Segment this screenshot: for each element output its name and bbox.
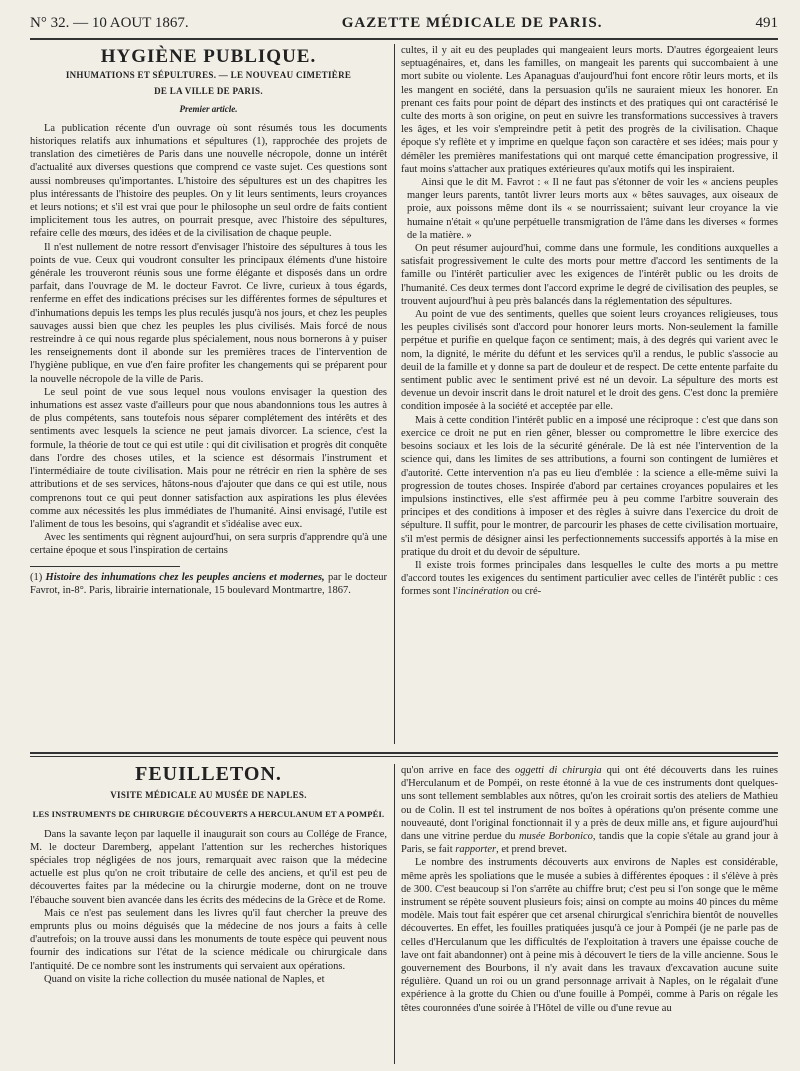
footnote-text: par le docteur Favrot, in-8°. Paris, librairie internationale, 15 boulevard Montmartre, 1867. xyxy=(30,571,387,596)
footnote-book-title: Histoire des inhumations chez les peuples anciens et modernes, xyxy=(45,571,325,583)
paragraph: Avec les sentiments qui règnent aujourd'hui, on sera surpris d'apprendre qu'à une certaine époque et sous l'inspiration de certains xyxy=(30,532,387,557)
footnote-rule xyxy=(30,566,180,567)
article-subhead: INHUMATIONS ET SÉPULTURES. — LE NOUVEAU CIMETIÈRE xyxy=(65,70,352,81)
feuilleton-rule xyxy=(30,752,778,754)
paragraph: Mais ce n'est pas seulement dans les livres qu'il faut chercher la preuve des emprunts plus ou moins déguisés que la médecine de nos jours a faits à celle d'autrefois; on la trouve aussi dans les monuments de toute espèce qui peuvent nous fournir des indications sur l'état de la science médicale ou chirurgicale dans l'antiquité. De ce nombre sont les instruments qui servaient aux opérations. xyxy=(30,907,387,972)
text-span: qu'on arrive en face des xyxy=(401,765,515,776)
paragraph: Il n'est nullement de notre ressort d'envisager l'histoire des sépultures à tous les points de vue. Ceux qui voudront consulter les principaux éléments d'une histoire générale les trouveront réunis sous une forme élégante et disposés dans un ordre parfait, dans l'ouvrage de M. le docteur Favrot. Ce livre, curieux à tous égards, renferme en effet des indications précises sur les différentes formes de sépultures et d'inhumations depuis les temps les plus reculés jusqu'à nos jours, et chez les peuples sauvages aussi bien que chez les peuples les plus civilisés. Mais forcé de nous restreindre à ce qui nous regarde plus spécialement, nous nous bornerons à y puiser les renseignements dont il abonde sur les premières traces de l'intervention de l'hygiène publique, en vue d'en faire profiter les changements qui se préparent pour la nouvelle nécropole de la ville de Paris. xyxy=(30,241,387,385)
paragraph: Quand on visite la riche collection du musée national de Naples, et xyxy=(44,973,325,985)
paragraph: Le nombre des instruments découverts aux environs de Naples est considérable, même après les spoliations que le musée a subies à différentes époques : il s'élève à près de 300. C'est beaucoup si l'on s'arrête au chiffre brut; c'est peu si l'on songe que le même instrument se répète souvent plusieurs fois; ainsi on compte au moins 40 pinces du même modèle. Mais tout fait espérer que cet arsenal chirurgical s'enrichira bientôt de nouvelles découvertes. En effet, les fouilles pratiquées jusqu'à ce jour à Pompéi (je ne parle pas de celles d'Herculanum que les difficultés de l'exploitation à travers une épaisse couche de lave ont fait abandonner) ont à peine mis à découvert le tiers de la ville ancienne. Sous le gouvernement des Bourbons, il n'y avait dans les travaux d'excavation aucune suite régulière. Quand un roi ou un grand personnage arrivait à Naples, on le régalait d'une expérience à la grotte du Chien ou d'une fouille à Pompéi, comme à Paris on régale les têtes couronnées d'une soirée à l'Hôtel de ville ou d'une revue au xyxy=(401,857,778,1014)
feuilleton-rule-thin xyxy=(30,756,778,757)
text-span: qui ont été découverts dans les ruines d'Herculanum et de Pompéi, on reste étonné à la vue de ces instruments dont quelques-uns sont tellement semblables aux nôtres, qu'on les croirait sortis des ateliers de Mathieu ou de Colin. Il est tel instrument de nos boîtes à opérations qu'on présente comme une nouveauté, dont l'original fonctionnait il y a près de deux mille ans, et figure aujourd'hui dans une vitrine perdue du xyxy=(401,765,778,843)
article-subhead-2: DE LA VILLE DE PARIS. xyxy=(154,86,263,97)
italic-term: incinération xyxy=(457,586,510,598)
paragraph xyxy=(401,559,778,599)
section-title-hygiene: HYGIÈNE PUBLIQUE. xyxy=(100,46,317,67)
paragraph: cultes, il y ait eu des peuplades qui mangeaient leurs morts. D'autres égorgeaient leurs septuagénaires, et, dans les familles, on mangeait les parents qui succombaient à une mort subite ou violente. Les Apanaguas d'aujourd'hui font encore rôtir leurs morts, et ils les mangent en société, dans la persuasion qu'ils ne sauraient mieux les honorer. En prenant ces faits pour point de départ des instincts et des pratiques qui ont caractérisé le culte des morts à son origine, on peut en suivre les transformations successives à travers les âges, et les voir s'empreindre petit à petit des progrès de la civilisation. Chaque époque s'y reflète et y imprime en quelque façon son caractère et ses idées; mais pour y démêler les premières manifestations qui ont marqué cette émancipation progressive, il faut moins s'attacher aux pratiques extérieures qu'aux motifs qui les inspiraient. xyxy=(401,45,778,175)
italic-term: musée Borbonico xyxy=(518,831,593,843)
italic-term: rapporter xyxy=(455,844,497,856)
feuilleton-subhead: VISITE MÉDICALE AU MUSÉE DE NAPLES. xyxy=(110,790,307,801)
italic-term: oggetti di chirurgia xyxy=(514,765,602,776)
feuilleton-column xyxy=(30,764,387,1064)
paragraph: Le seul point de vue sous lequel nous voulons envisager la question des inhumations est assez vaste d'ailleurs pour que nous abandonnions tous les autres à de plus compétents, sans toutefois nous séparer complétement des intérêts et des sentiments avec lesquels la science ne peut jamais divorcer. La science, c'est la formule, la théorie de tout ce qui est utile : qui dit civilisation et progrès dit conquête dans l'ordre des choses utiles, et la science est désormais l'instrument et l'intermédiaire de toute civilisation. Mais pour ne rétrécir en rien la sphère de ses attributions et de ses services, hâtons-nous d'ajouter que dans ce qui est utile, nous comprenons tout ce qui peut donner satisfaction aux aspirations les plus élevées comme aux nécessités les plus immédiates de l'humanité. Ainsi envisagé, l'utile est l'aliment de tous les besoins, qui s'agrandit et s'idéalise avec eux. xyxy=(30,386,387,530)
feuilleton-title: FEUILLETON. xyxy=(135,764,282,785)
header-rule xyxy=(30,38,778,40)
text-span: Il existe trois formes principales dans lesquelles le culte des morts a pu mettre d'accord toutes les exigences du sentiment particulier avec celles de l'intérêt public : ces formes sont l' xyxy=(401,559,778,598)
issue-number: N° 32. — 10 AOUT 1867. xyxy=(30,14,189,31)
paragraph: On peut résumer aujourd'hui, comme dans une formule, les conditions auxquelles a satisfait progressivement le culte des morts pour mettre d'accord les sentiments de la famille ou l'intérêt particulier avec les exigences de l'intérêt public ou les droits de l'humanité. Ces deux termes dont l'accord exprime le degré de civilisation des peuples, se trouvent aujourd'hui à peu près balancés dans la réglementation des sépultures. xyxy=(401,243,778,307)
column-divider xyxy=(394,764,395,1064)
feuilleton-column-continued xyxy=(401,764,778,1064)
page-header xyxy=(30,10,778,36)
paragraph xyxy=(401,764,778,856)
paragraph: Dans la savante leçon par laquelle il inaugurait son cours au Collége de France, M. le docteur Daremberg, appelant l'attention sur les recherches historiques spéciales trop négligées de nos jours, remarquait avec raison que la médecine actuelle est plus qu'on ne croit tributaire de celle des anciens, et qu'il est peu de découvertes faites par la médecine ou la chirurgie moderne, dont on ne trouve l'ébauche souvent bien avancée dans les écrits des médecins de la Grèce et de Rome. xyxy=(30,828,387,906)
paragraph: Mais à cette condition l'intérêt public en a imposé une réciproque : c'est que dans son exercice ce droit ne put en rien gêner, blesser ou compromettre le libre exercice des besoins sociaux et les lois de la sécurité générale. De là est née l'intervention de la science qui, dans les limites de ses attributions, a fourni son contingent de lumières et d'autorité. Cette intervention n'a pas eu lieu d'emblée : la science a elle-même suivi la progression de toutes choses. Inspirée d'abord par certaines croyances populaires et les impulsions instinctives, elle s'est affirmée peu à peu comme l'arbitre souverain des principes et des conditions à imposer et des règles à suivre dans l'exercice du droit de sépulture. Il suffit, pour le montrer, de parcourir les phases de cette civilisation mortuaire, s'il m'est permis de désigner ainsi les perfectionnements successifs apportés à la mise en pratique du droit et du devoir de sépulture. xyxy=(401,414,778,558)
text-span: , et prend brevet. xyxy=(496,844,567,856)
hygiene-column xyxy=(30,44,387,749)
footnote-label: (1) xyxy=(30,571,43,583)
article-label: Premier article. xyxy=(179,103,238,114)
paragraph: Au point de vue des sentiments, quelles que soient leurs croyances religieuses, tous les peuples civilisés sont d'accord pour honorer leurs morts. Non-seulement la famille perpétue et purifie en quelque façon ce sentiment; mais, à des degrés qui varient avec le nom, la dignité, le mérite du défunt et les services qu'il a rendus, le public s'associe au deuil de la famille et y donne sa part de douleur et de respect. De cette entente parfaite du sentiment public avec le sentiment privé est né un devoir. La sépulture des morts est devenue un devoir inscrit dans le droit naturel et le droit des gens. C'est donc la première condition imposée à la société et acceptée par elle. xyxy=(401,309,778,413)
journal-title: GAZETTE MÉDICALE DE PARIS. xyxy=(341,14,603,31)
footnote xyxy=(30,571,387,597)
paragraph: La publication récente d'un ouvrage où sont résumés tous les documents historiques relatifs aux inhumations et sépultures (1), rapprochée des projets de translation des cimetières de Paris dans une nouvelle nécropole, donne un intérêt d'actualité aux diverses questions que comprend ce vaste sujet. Ces questions sont aussi nombreuses qu'importantes. L'histoire des sépultures est un des chapitres les plus intéressants de l'histoire des peuples. On y lit leurs sentiments, leurs croyances et leurs notions; et s'il est vrai que pour le philosophe un seul ordre de faits contient implicitement tous les autres, on pourrait presque, avec l'histoire des sépultures, refaire celle des mœurs, des idées et de la civilisation de chaque peuple. xyxy=(30,122,387,240)
text-span: , tandis que la copie s'étale au grand jour à Paris, se fait xyxy=(401,831,778,856)
page-number: 491 xyxy=(755,14,778,31)
feuilleton-subtitle: LES INSTRUMENTS DE CHIRURGIE DÉCOUVERTS A HERCULANUM ET A POMPÉI. xyxy=(32,809,385,820)
text-span: ou cré- xyxy=(509,586,542,598)
quotation: Ainsi que le dit M. Favrot : « Il ne faut pas s'étonner de voir les « anciens peuples manger leurs parents, tantôt livrer leurs morts aux « bêtes sauvages, aux oiseaux de proie, aux poissons même dont ils « se nourrissaient; suivant leur croyance la vie humaine n'était « qu'une perpétuelle transmigration de l'âme dans les diverses « formes de la matière. » xyxy=(407,177,778,241)
hygiene-column-continued xyxy=(401,44,778,749)
column-divider xyxy=(394,44,395,744)
